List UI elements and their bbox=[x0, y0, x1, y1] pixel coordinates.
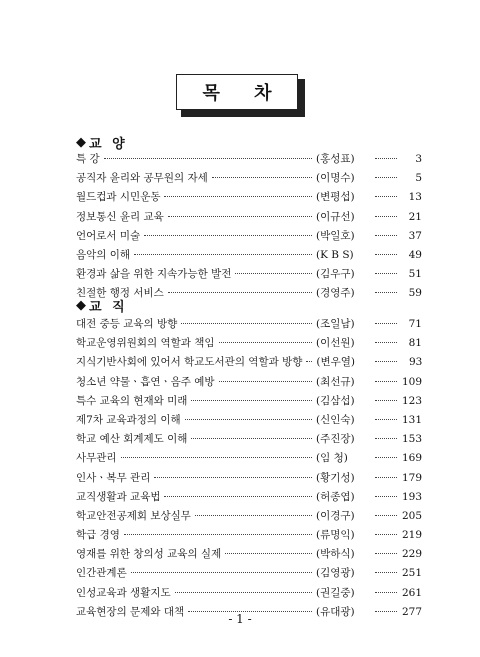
entry-author: (홍성표) bbox=[316, 153, 355, 165]
toc-entry bbox=[76, 189, 422, 208]
toc-entry bbox=[76, 335, 422, 354]
entry-page-number: 277 bbox=[401, 605, 422, 618]
toc-entry bbox=[76, 316, 422, 335]
entry-author: (박하식) bbox=[316, 548, 355, 561]
entry-author: (경영주) bbox=[316, 287, 355, 300]
dot-leader bbox=[131, 572, 312, 573]
entry-title: 환경과 삶을 위한 지속가능한 발전 bbox=[76, 268, 232, 281]
entry-title: 영재를 위한 창의성 교육의 실제 bbox=[76, 548, 222, 561]
entry-title: 학교 예산 회계제도 이해 bbox=[76, 433, 188, 446]
entry-author: (이규선) bbox=[316, 210, 355, 223]
dot-leader bbox=[164, 196, 312, 197]
dot-leader bbox=[375, 572, 397, 573]
entry-title: 학교안전공제회 보상실무 bbox=[76, 509, 191, 522]
toc-entry bbox=[76, 489, 422, 508]
toc-entry bbox=[76, 565, 422, 584]
toc-list-teaching bbox=[76, 316, 422, 623]
entry-title: 교직생활과 교육법 bbox=[76, 490, 161, 503]
entry-author: (권길중) bbox=[316, 586, 355, 599]
entry-author: (이경구) bbox=[316, 509, 355, 522]
dot-leader bbox=[181, 323, 312, 324]
dot-leader bbox=[375, 438, 397, 439]
toc-entry bbox=[76, 508, 422, 527]
entry-title: 음악의 이해 bbox=[76, 248, 131, 261]
dot-leader bbox=[375, 381, 397, 382]
toc-entry bbox=[76, 247, 422, 266]
entry-title: 제7차 교육과정의 이해 bbox=[76, 413, 181, 426]
dot-leader bbox=[375, 292, 397, 293]
dot-leader bbox=[168, 216, 312, 217]
section-label: 교 양 bbox=[89, 137, 128, 152]
entry-title: 인사ㆍ복무 관리 bbox=[76, 471, 151, 484]
entry-title: 청소년 약물ㆍ흡연ㆍ음주 예방 bbox=[76, 375, 215, 388]
entry-title: 친절한 행정 서비스 bbox=[76, 287, 164, 300]
entry-author: (최선규) bbox=[316, 375, 355, 388]
diamond-bullet-icon: ◆ bbox=[76, 298, 86, 313]
toc-entry bbox=[76, 209, 422, 228]
toc-entry bbox=[76, 393, 422, 412]
toc-entry bbox=[76, 412, 422, 431]
toc-entry bbox=[76, 527, 422, 546]
entry-title: 월드컵과 시민운동 bbox=[76, 191, 161, 204]
dot-leader bbox=[144, 235, 312, 236]
entry-author: (신인숙) bbox=[316, 413, 355, 426]
entry-author: (박일호) bbox=[316, 229, 355, 242]
entry-author: (류명익) bbox=[316, 529, 355, 542]
entry-author: (이선원) bbox=[316, 337, 355, 350]
entry-author: (변우열) bbox=[316, 356, 355, 369]
entry-page-number: 109 bbox=[401, 375, 422, 388]
toc-entry bbox=[76, 170, 422, 189]
dot-leader bbox=[175, 592, 312, 593]
dot-leader bbox=[375, 361, 397, 362]
entry-page-number: 81 bbox=[408, 337, 422, 350]
entry-author: (변평섭) bbox=[316, 191, 355, 204]
section-header-general bbox=[76, 133, 128, 152]
entry-page-number: 261 bbox=[401, 586, 422, 599]
entry-title: 정보통신 윤리 교육 bbox=[76, 210, 164, 223]
dot-leader bbox=[375, 534, 397, 535]
toc-entry bbox=[76, 266, 422, 285]
entry-page-number: 179 bbox=[401, 471, 422, 484]
entry-page-number: 13 bbox=[408, 191, 422, 204]
entry-title: 특 강 bbox=[76, 153, 100, 165]
entry-page-number: 205 bbox=[401, 509, 422, 522]
toc-entry bbox=[76, 228, 422, 247]
dot-leader bbox=[185, 419, 312, 420]
entry-page-number: 59 bbox=[408, 287, 422, 300]
entry-author: (이명수) bbox=[316, 172, 355, 185]
entry-page-number: 93 bbox=[408, 356, 423, 369]
dot-leader bbox=[375, 477, 397, 478]
dot-leader bbox=[375, 419, 397, 420]
entry-author: (김영광) bbox=[316, 567, 355, 580]
page-title: 목 차 bbox=[176, 74, 298, 110]
dot-leader bbox=[168, 292, 312, 293]
toc-entry bbox=[76, 546, 422, 565]
entry-author: (K B S) bbox=[316, 248, 354, 261]
dot-leader bbox=[195, 515, 312, 516]
entry-title: 학교운영위원회의 역할과 책임 bbox=[76, 337, 215, 350]
dot-leader bbox=[375, 342, 397, 343]
entry-author: (허종엽) bbox=[316, 490, 355, 503]
dot-leader bbox=[375, 177, 397, 178]
entry-page-number: 21 bbox=[408, 210, 422, 223]
dot-leader bbox=[219, 381, 312, 382]
entry-page-number: 5 bbox=[415, 172, 422, 185]
dot-leader bbox=[375, 400, 397, 401]
entry-author: (주진장) bbox=[316, 433, 355, 446]
entry-page-number: 71 bbox=[408, 318, 422, 330]
toc-entry bbox=[76, 450, 422, 469]
entry-page-number: 193 bbox=[401, 490, 422, 503]
toc-entry bbox=[76, 470, 422, 489]
section-header-teaching bbox=[76, 296, 128, 315]
dot-leader bbox=[375, 515, 397, 516]
entry-page-number: 219 bbox=[401, 529, 422, 542]
dot-leader bbox=[375, 273, 397, 274]
dot-leader bbox=[235, 273, 312, 274]
dot-leader bbox=[134, 254, 312, 255]
dot-leader bbox=[154, 477, 312, 478]
entry-author: (유대광) bbox=[316, 605, 355, 618]
dot-leader bbox=[104, 158, 312, 159]
dot-leader bbox=[124, 534, 312, 535]
toc-entry bbox=[76, 374, 422, 393]
entry-title: 인성교육과 생활지도 bbox=[76, 586, 171, 599]
entry-title: 사무관리 bbox=[76, 452, 117, 465]
entry-title: 지식기반사회에 있어서 학교도서관의 역할과 방향 bbox=[76, 356, 303, 369]
entry-author: (황기성) bbox=[316, 471, 355, 484]
dot-leader bbox=[164, 496, 312, 497]
entry-page-number: 251 bbox=[401, 567, 422, 580]
entry-author: (김삼섭) bbox=[316, 394, 355, 407]
entry-page-number: 51 bbox=[408, 268, 422, 281]
dot-leader bbox=[375, 216, 397, 217]
dot-leader bbox=[219, 342, 312, 343]
entry-page-number: 37 bbox=[408, 229, 422, 242]
entry-title: 공직자 윤리와 공무원의 자세 bbox=[76, 172, 208, 185]
dot-leader bbox=[375, 196, 397, 197]
toc-entry bbox=[76, 151, 422, 170]
entry-page-number: 229 bbox=[401, 548, 422, 561]
entry-page-number: 169 bbox=[401, 452, 422, 465]
page-number: - 1 - bbox=[228, 612, 252, 626]
dot-leader bbox=[225, 553, 312, 554]
toc-list-general bbox=[76, 151, 422, 305]
entry-page-number: 49 bbox=[408, 248, 422, 261]
dot-leader bbox=[375, 592, 397, 593]
dot-leader bbox=[191, 400, 312, 401]
section-label: 교 직 bbox=[89, 300, 128, 315]
dot-leader bbox=[306, 361, 312, 362]
dot-leader bbox=[375, 323, 397, 324]
entry-page-number: 153 bbox=[401, 433, 422, 446]
diamond-bullet-icon: ◆ bbox=[76, 135, 86, 150]
toc-entry bbox=[76, 585, 422, 604]
dot-leader bbox=[375, 496, 397, 497]
entry-author: (조일남) bbox=[316, 318, 355, 330]
entry-title: 특수 교육의 현재와 미래 bbox=[76, 394, 188, 407]
dot-leader bbox=[375, 235, 397, 236]
entry-author: (임 청) bbox=[316, 452, 348, 465]
entry-title: 학급 경영 bbox=[76, 529, 120, 542]
toc-entry bbox=[76, 354, 422, 373]
entry-page-number: 123 bbox=[401, 394, 422, 407]
entry-page-number: 131 bbox=[401, 413, 422, 426]
dot-leader bbox=[375, 457, 397, 458]
dot-leader bbox=[191, 438, 312, 439]
dot-leader bbox=[375, 158, 397, 159]
entry-title: 인간관계론 bbox=[76, 567, 127, 580]
toc-title-frame bbox=[176, 74, 304, 116]
toc-entry bbox=[76, 431, 422, 450]
entry-page-number: 3 bbox=[415, 153, 422, 165]
entry-author: (김우구) bbox=[316, 268, 355, 281]
dot-leader bbox=[375, 553, 397, 554]
entry-title: 대전 중등 교육의 방향 bbox=[76, 318, 178, 330]
dot-leader bbox=[212, 177, 312, 178]
entry-title: 교육현장의 문제와 대책 bbox=[76, 605, 185, 618]
entry-title: 언어로서 미술 bbox=[76, 229, 141, 242]
dot-leader bbox=[375, 254, 397, 255]
dot-leader bbox=[121, 457, 312, 458]
